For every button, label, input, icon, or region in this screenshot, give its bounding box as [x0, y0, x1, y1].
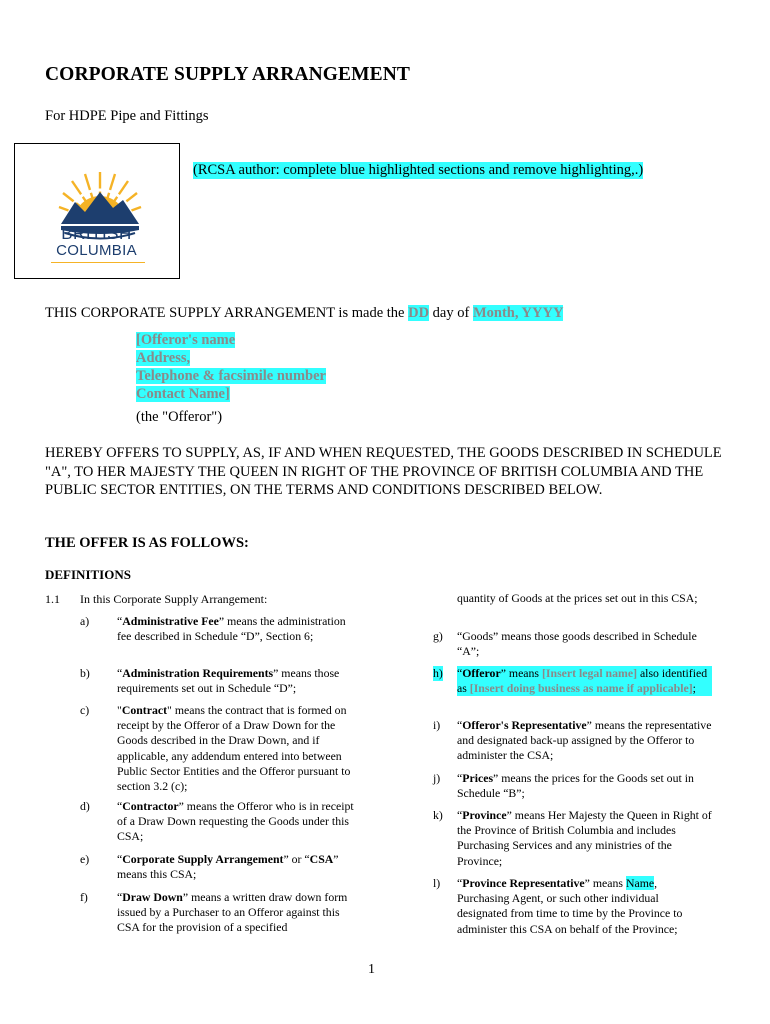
province-rep-name-placeholder: Name	[625, 876, 655, 890]
offeror-phone-placeholder: Telephone & facsimile number	[136, 368, 326, 384]
legal-name-placeholder: [Insert legal name]	[541, 666, 637, 680]
offeror-alias: (the "Offeror")	[136, 409, 223, 425]
made-line	[45, 305, 563, 322]
date-placeholder: Month, YYYY	[472, 305, 564, 321]
day-placeholder: DD	[408, 305, 430, 321]
offeror-address-placeholder: Address,	[136, 350, 191, 366]
author-note: (RCSA author: complete blue highlighted sections and remove highlighting,.)	[193, 162, 644, 178]
logo-frame	[14, 143, 180, 279]
document-title: CORPORATE SUPPLY ARRANGEMENT	[45, 64, 411, 85]
logo-underline	[51, 262, 145, 263]
document-subtitle: For HDPE Pipe and Fittings	[45, 108, 209, 124]
offeror-details	[136, 331, 326, 403]
definitions-heading: DEFINITIONS	[45, 567, 131, 582]
dba-name-placeholder: [Insert doing business as name if applicable]	[469, 681, 693, 696]
offer-statement: HEREBY OFFERS TO SUPPLY, AS, IF AND WHEN REQUESTED, THE GOODS DESCRIBED IN SCHEDULE "A", TO HER MAJESTY THE QUEEN IN RIGHT OF THE PROVINCE OF BRITISH COLUMBIA AND THE PUBLIC SECTOR ENTITIES, ON THE TERMS AND CONDITIONS DESCRIBED BELOW.	[45, 445, 722, 498]
offer-heading: THE OFFER IS AS FOLLOWS:	[45, 535, 249, 551]
page-number: 1	[368, 962, 375, 977]
logo-line-1: BRITISH	[61, 224, 132, 243]
made-line-prefix: THIS CORPORATE SUPPLY ARRANGEMENT is made the	[45, 305, 409, 321]
section-text: In this Corporate Supply Arrangement:	[80, 592, 268, 606]
made-line-middle: day of	[429, 305, 473, 321]
logo-line-2: COLUMBIA	[56, 242, 137, 259]
section-number: 1.1	[45, 592, 60, 606]
offeror-name-placeholder: [Offeror's name	[136, 332, 236, 348]
offeror-contact-placeholder: Contact Name]	[136, 386, 230, 402]
